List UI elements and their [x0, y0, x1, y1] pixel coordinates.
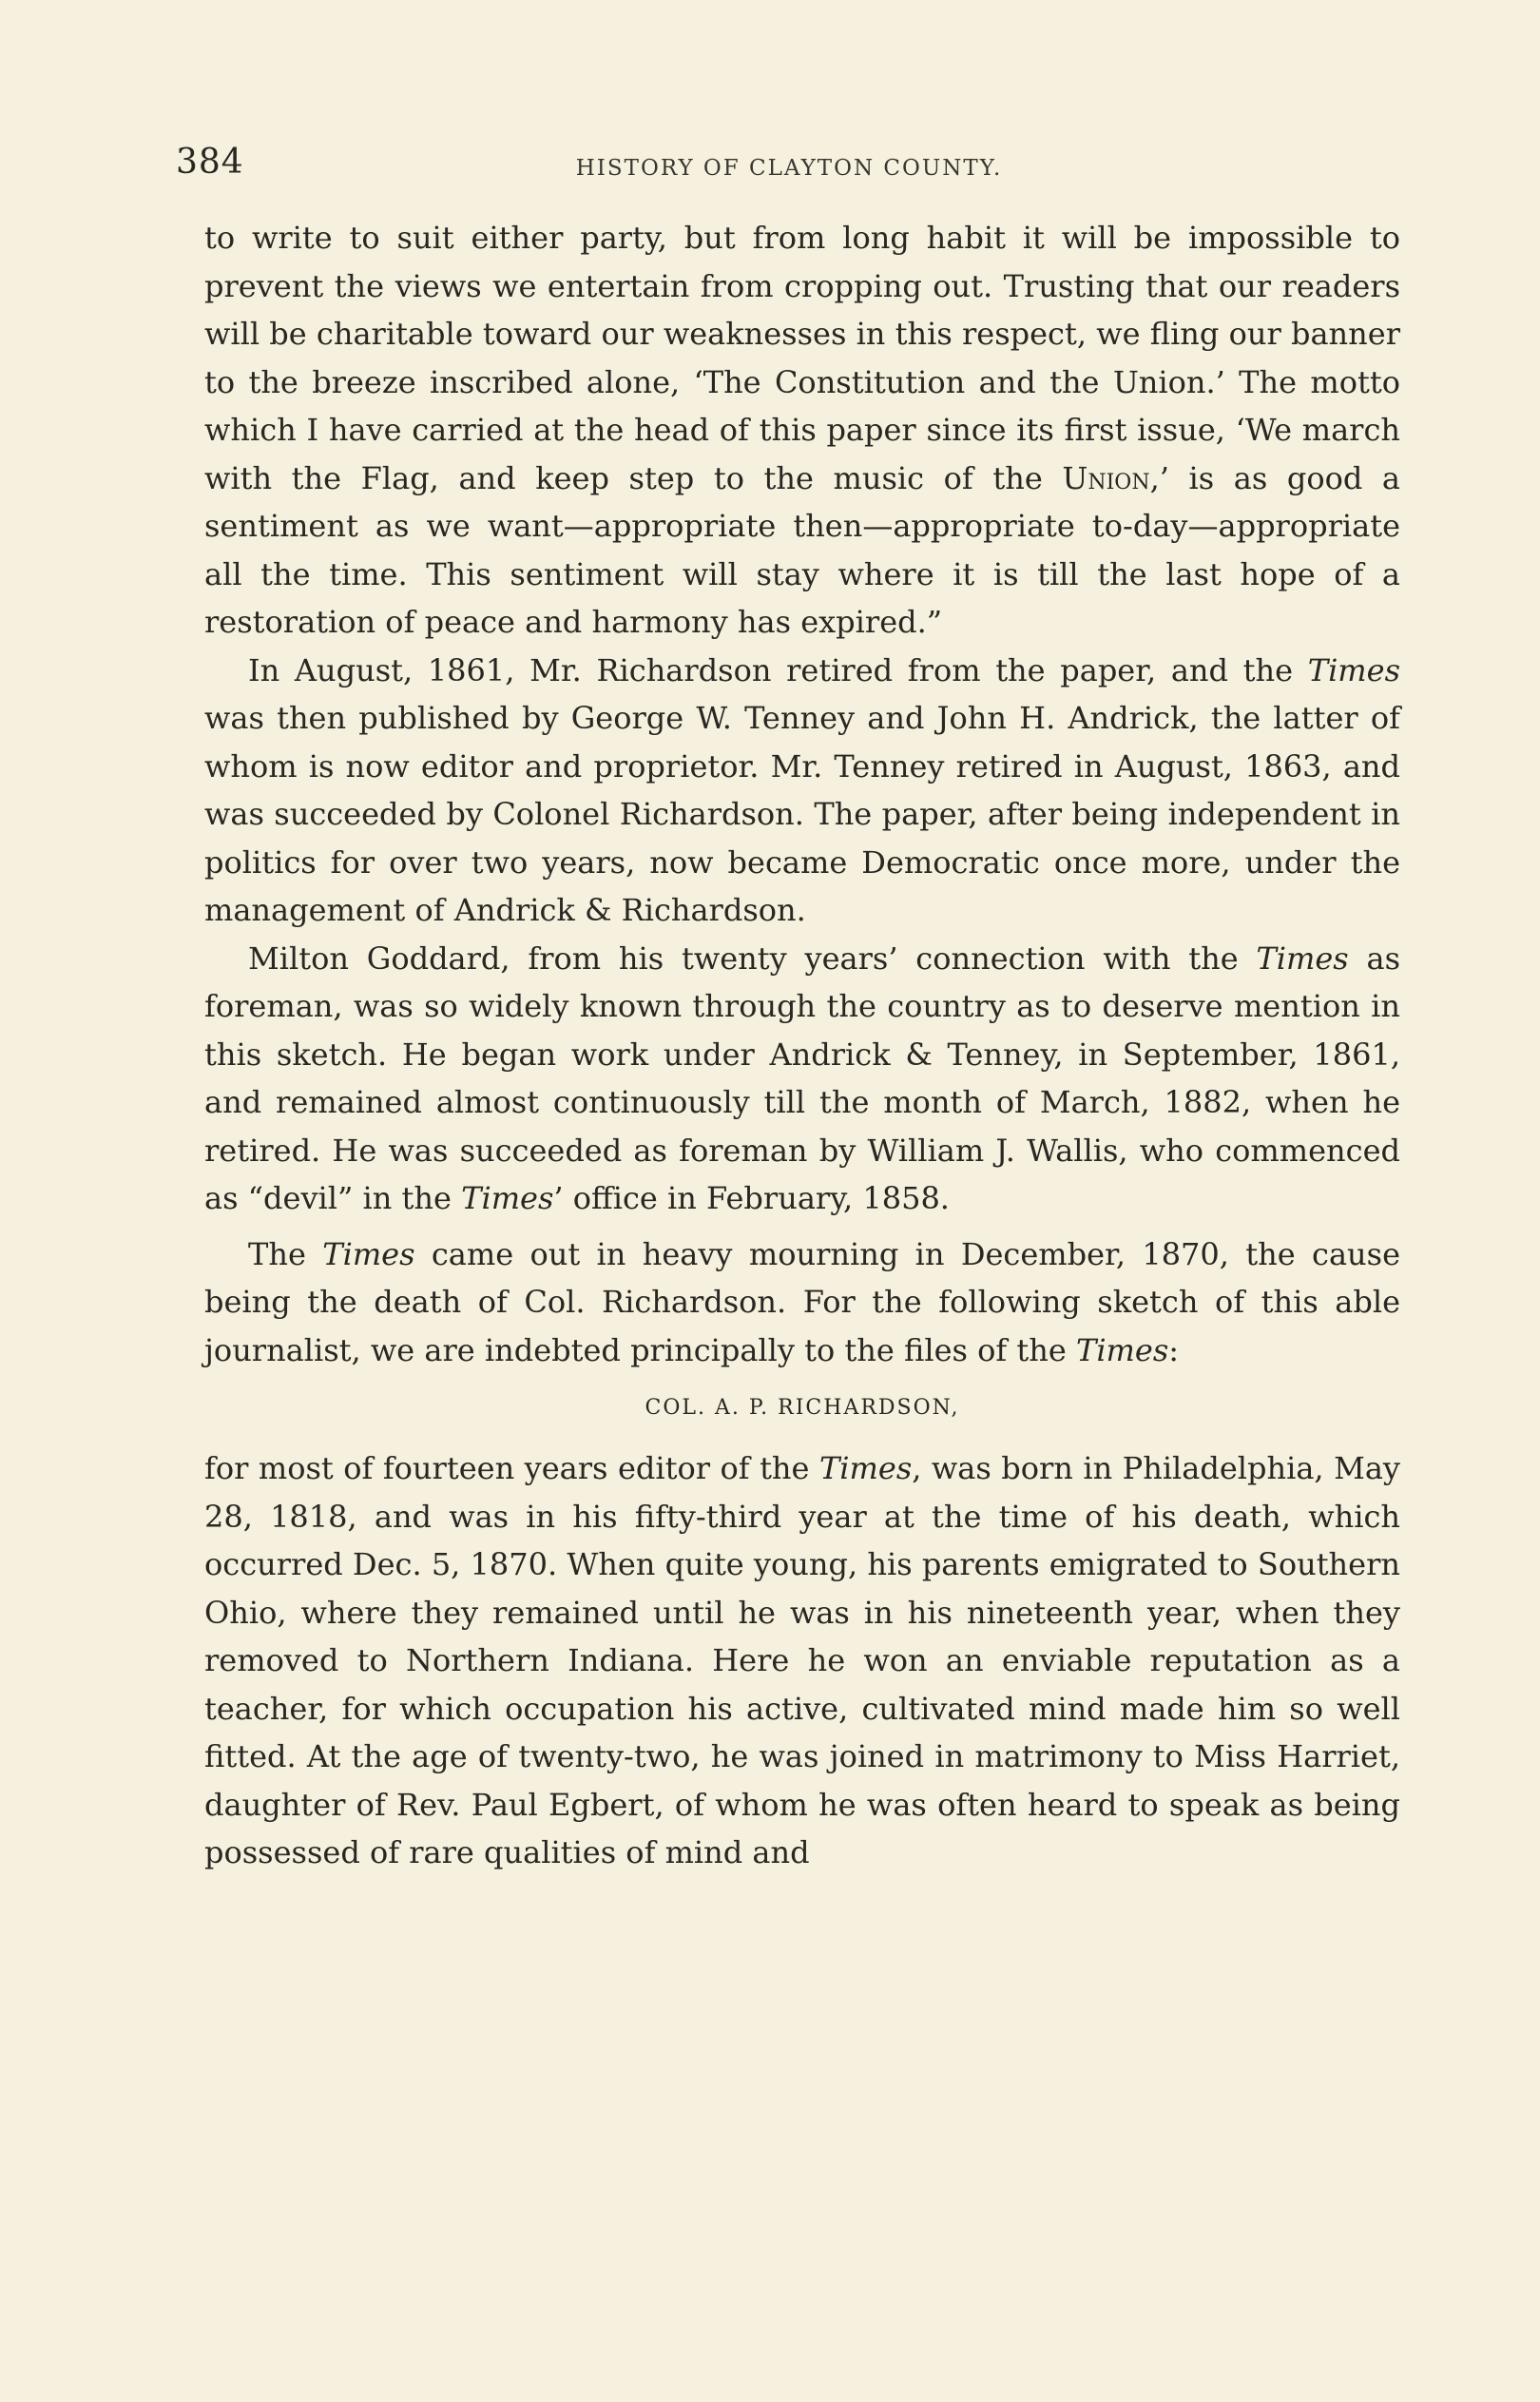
- times-italic: Times: [1075, 1331, 1169, 1368]
- times-italic: Times: [461, 1180, 554, 1216]
- paragraph-4-text-b: came out in heavy mourning in December, 1870, the cause being the death of Col. Richardson. For the following sketch of this able journalist, we are indebted principally to the files of the: [204, 1235, 1401, 1368]
- paragraph-3-text-b: as foreman, was so widely known through the country as to deserve mention in this sketch. He began work under Andrick & Tenney, in September, 1861, and remained almost continuously till the month of March, 1882, when he retired. He was succeeded as foreman by William J. Wallis, who commenced as “devil” in the: [204, 939, 1401, 1216]
- running-head: HISTORY OF CLAYTON COUNTY.: [575, 156, 1003, 181]
- paragraph-5: [204, 1444, 1400, 1877]
- paragraph-1-text-a: to write to suit either party, but from long habit it will be impossible to prevent the views we entertain from cropping out. Trusting that our readers will be charitable toward our weaknesses in this respect, we fling our banner to the breeze inscribed alone, ‘The Constitution and the Union.’ The motto which I have carried at the head of this paper since its first issue, ‘We march with the Flag, and keep step to the music of the: [204, 220, 1400, 496]
- paragraph-1-text-b: ,’ is as good a sentiment as we want—appropriate then—appropriate to-day—appropriate all the time. This sentiment will stay where it is till the last hope of a restoration of peace and harmony has expired.”: [204, 459, 1401, 640]
- times-italic: Times: [322, 1235, 415, 1272]
- times-italic: Times: [818, 1450, 913, 1486]
- paragraph-5-text-a: for most of fourteen years editor of the: [204, 1450, 819, 1486]
- paragraph-3-text-a: Milton Goddard, from his twenty years’ connection with the: [248, 939, 1257, 977]
- paragraph-3-text-c: ’ office in February, 1858.: [553, 1180, 950, 1216]
- paragraph-2-text-a: In August, 1861, Mr. Richardson retired from the paper, and the: [248, 651, 1308, 688]
- paragraph-3: [204, 935, 1400, 1223]
- paragraph-1: [204, 214, 1400, 647]
- paragraph-4-text-a: The: [248, 1235, 323, 1272]
- page-number: 384: [176, 143, 244, 182]
- section-heading: COL. A. P. RICHARDSON,: [645, 1396, 960, 1420]
- body-text: [204, 214, 1400, 1877]
- times-italic: Times: [1307, 651, 1400, 688]
- times-italic: Times: [1256, 939, 1349, 977]
- paragraph-4: [204, 1230, 1400, 1375]
- paragraph-2-text-b: was then published by George W. Tenney and John H. Andrick, the latter of whom is now editor and proprietor. Mr. Tenney retired in August, 1863, and was succeeded by Colonel Richardson. The paper, after being independent in politics for over two years, now became Democratic once more, under the management of Andrick & Richardson.: [204, 700, 1400, 928]
- union-small-caps: Union: [1062, 459, 1150, 496]
- paragraph-2: [204, 647, 1400, 935]
- paragraph-5-text-b: , was born in Philadelphia, May 28, 1818, and was in his fifty-third year at the time of his death, which occurred Dec. 5, 1870. When quite young, his parents emigrated to Southern Ohio, where they remained until he was in his nineteenth year, when they removed to Northern Indiana. Here he won an enviable reputation as a teacher, for which occupation his active, cultivated mind made him so well fitted. At the age of twenty-two, he was joined in matrimony to Miss Harriet, daughter of Rev. Paul Egbert, of whom he was often heard to speak as being possessed of rare qualities of mind and: [204, 1450, 1401, 1870]
- page-header: [176, 143, 1402, 200]
- paragraph-4-text-c: :: [1168, 1331, 1180, 1368]
